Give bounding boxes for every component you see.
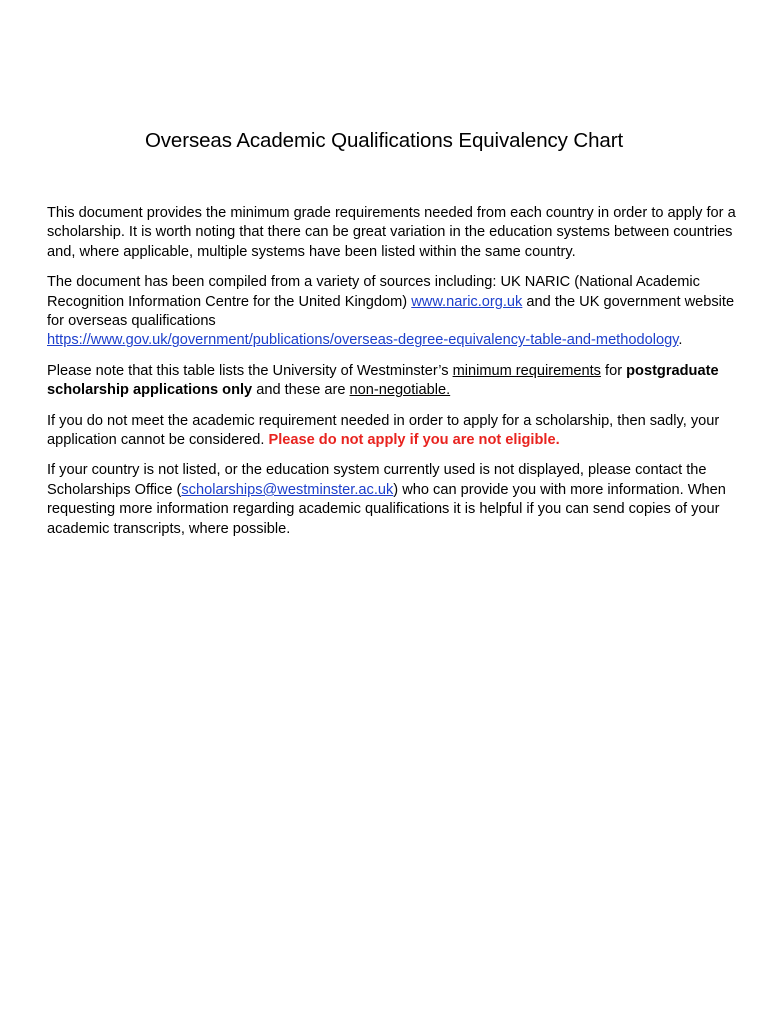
gov-uk-link[interactable]: https://www.gov.uk/government/publications/overseas-degree-equivalency-table-and-methodology — [47, 332, 679, 349]
eligibility-paragraph — [47, 412, 737, 451]
eligibility-text: If you do not meet the academic requirement needed in order to apply for a scholarship, then sadly, your application cannot be considered. — [47, 412, 720, 449]
postgraduate-only-text: postgraduate scholarship applications only — [47, 362, 719, 399]
intro-paragraph — [47, 204, 737, 262]
requirements-text-c: and these are — [252, 382, 350, 399]
sources-text-c: . — [678, 332, 683, 349]
eligibility-warning: Please do not apply if you are not eligible. — [268, 432, 560, 449]
requirements-text-b: for — [600, 362, 627, 379]
sources-text-b: and the UK government website for overseas qualifications — [47, 293, 735, 330]
sources-text-a: The document has been compiled from a variety of sources including: UK NARIC (National Academic Recognition Information Centre for the United Kingdom) — [47, 274, 700, 310]
document-title: Overseas Academic Qualifications Equivalency Chart — [144, 129, 624, 152]
contact-text-a: If your country is not listed, or the education system currently used is not displayed, please contact the Scholarships Office ( — [47, 462, 707, 498]
naric-link[interactable]: www.naric.org.uk — [411, 293, 523, 310]
non-negotiable-text: non-negotiable. — [349, 382, 451, 399]
intro-text: This document provides the minimum grade requirements needed from each country in order to apply for a scholarship. It is worth noting that there can be great variation in the education systems between countries and, where applicable, multiple systems have been listed within the same country. — [47, 205, 736, 260]
requirements-text-a: Please note that this table lists the University of Westminster’s — [47, 362, 453, 379]
requirements-paragraph — [47, 362, 737, 401]
sources-paragraph — [47, 273, 737, 351]
document-body — [47, 204, 737, 550]
contact-paragraph — [47, 461, 737, 539]
scholarships-email-link[interactable]: scholarships@westminster.ac.uk — [181, 481, 394, 498]
contact-text-b: ) who can provide you with more information. When requesting more information regarding academic qualifications it is helpful if you can send copies of your academic transcripts, where possible. — [47, 481, 726, 537]
minimum-requirements-text: minimum requirements — [452, 362, 601, 379]
